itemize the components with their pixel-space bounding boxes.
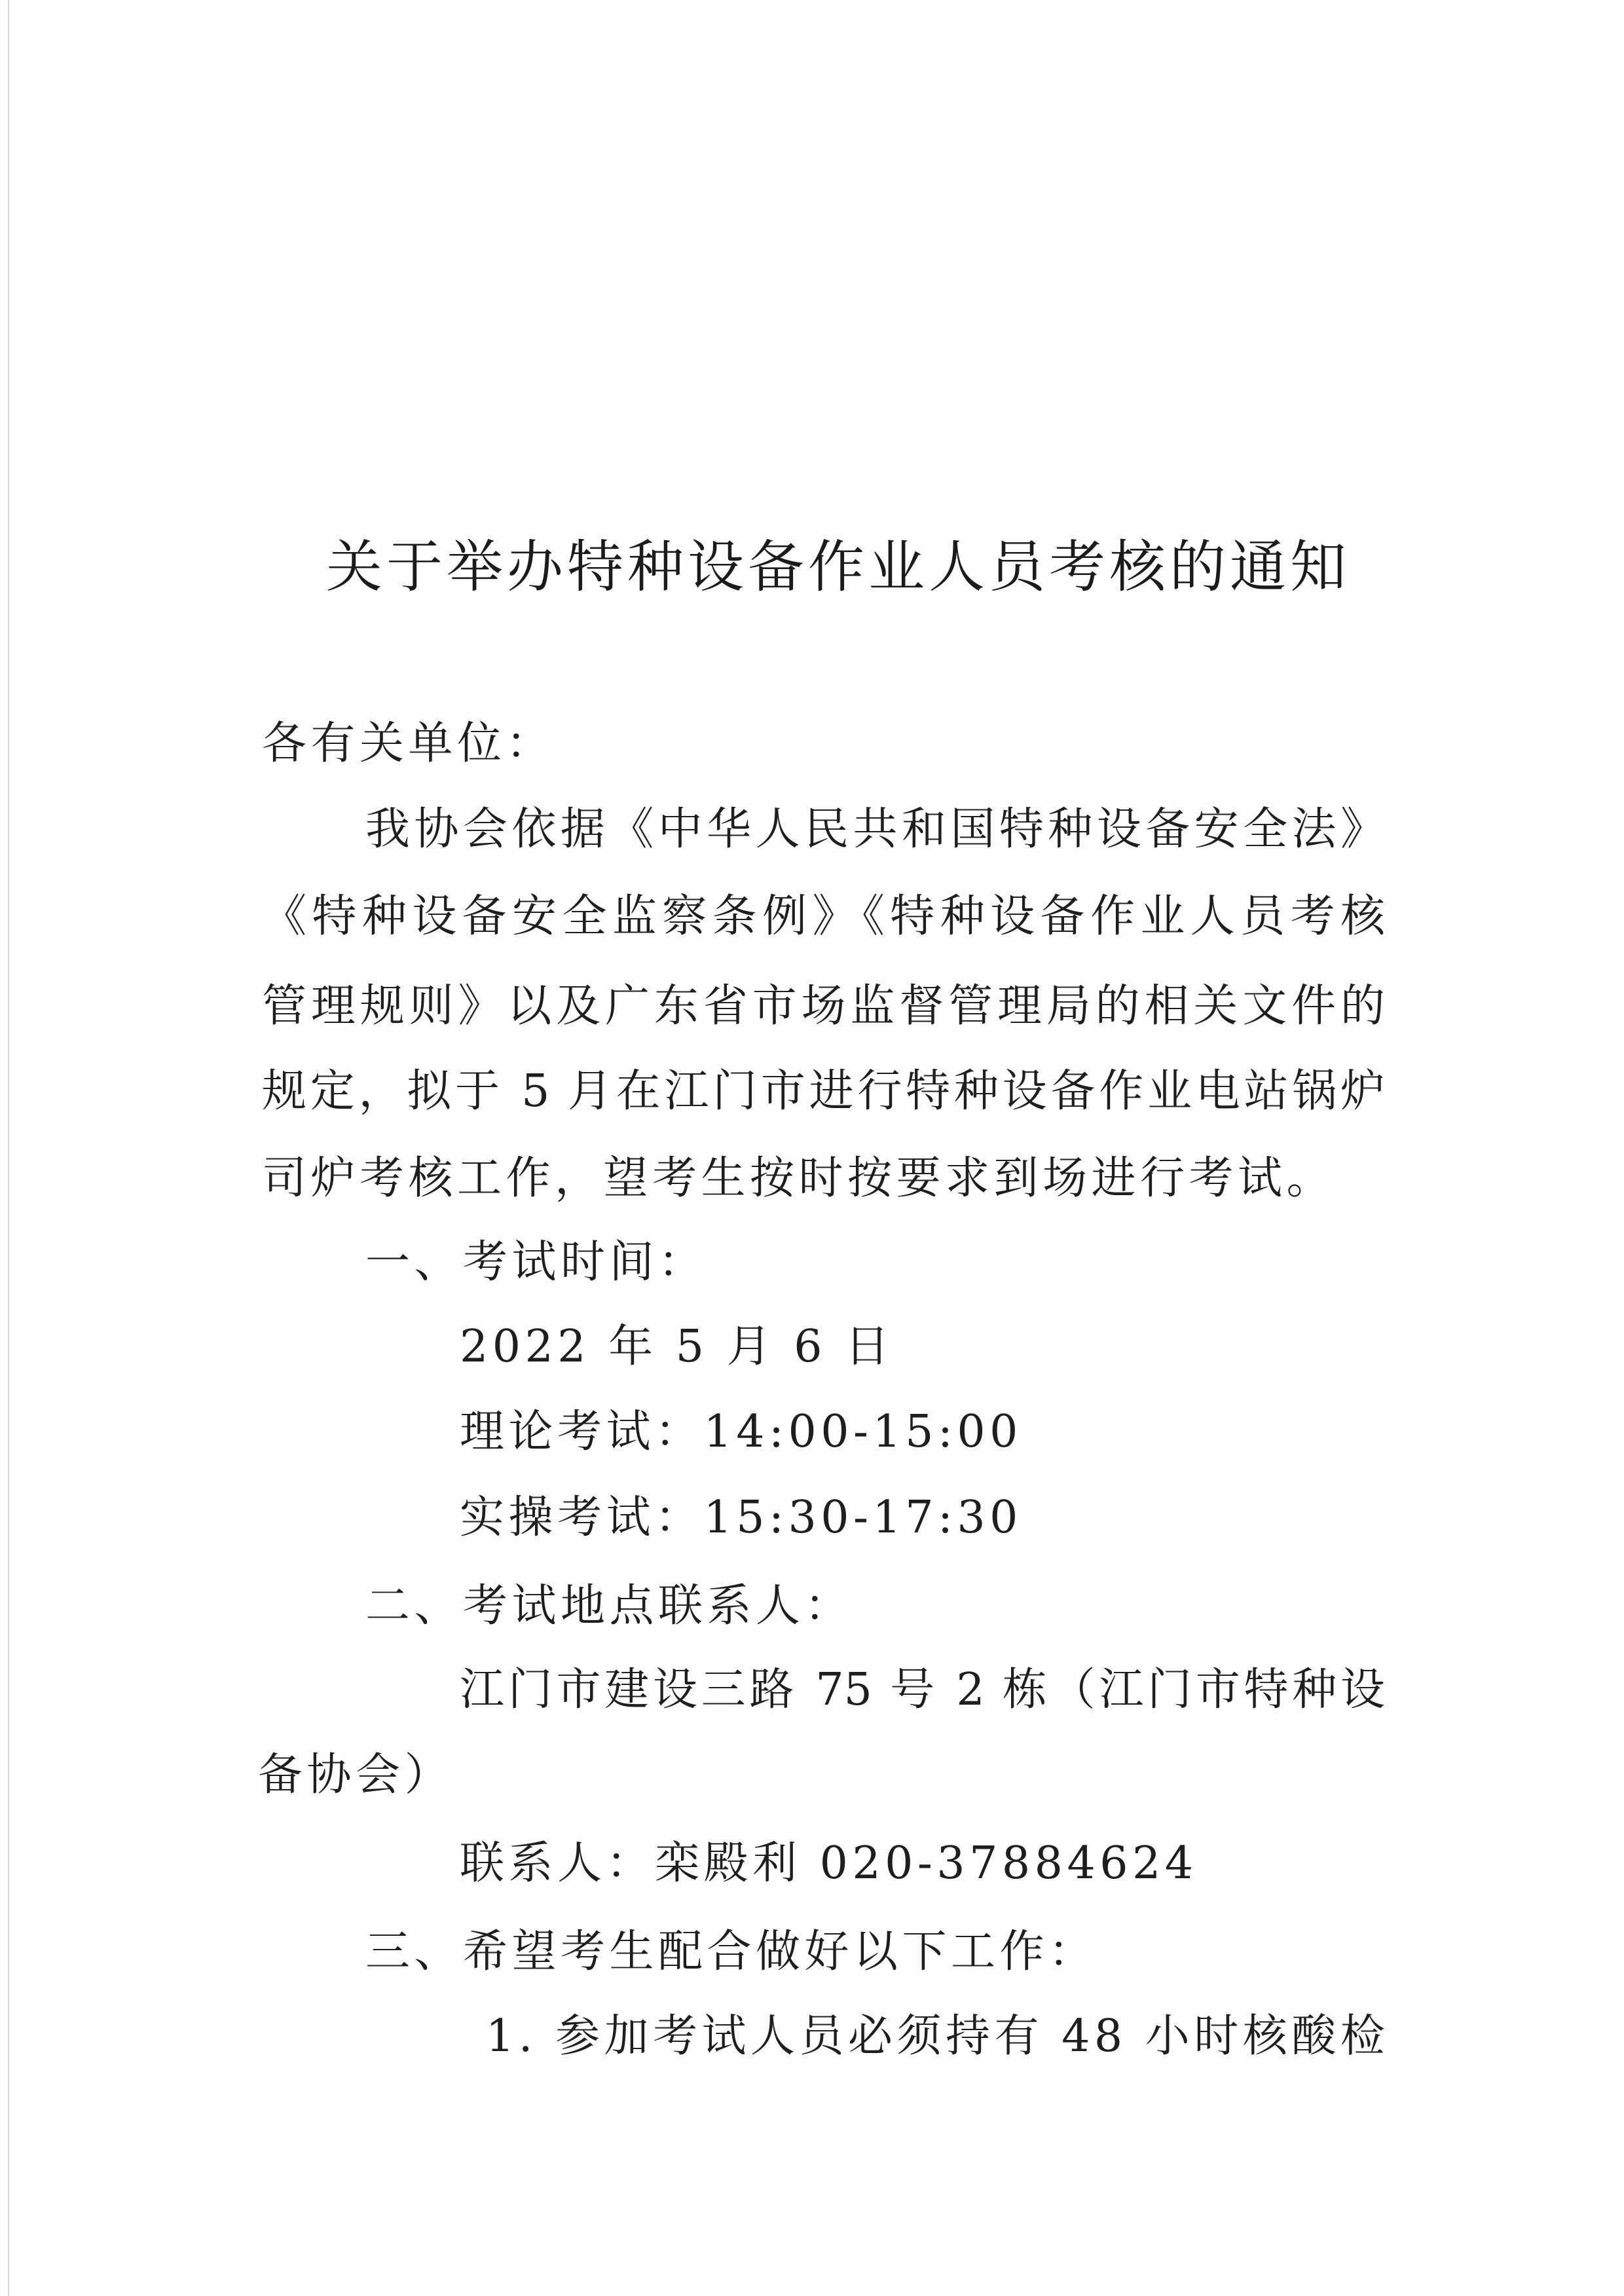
intro-line-3: 管理规则》以及广东省市场监督管理局的相关文件的	[262, 980, 1385, 1032]
intro-line-1: 我协会依据《中华人民共和国特种设备安全法》	[365, 804, 1385, 855]
exam-address-line-1: 江门市建设三路 75 号 2 栋（江门市特种设	[460, 1664, 1385, 1716]
exam-address-line-2: 备协会）	[258, 1749, 454, 1801]
intro-line-2: 《特种设备安全监察条例》《特种设备作业人员考核	[262, 891, 1385, 942]
contact-person: 联系人：栾殿利 020-37884624	[460, 1838, 1198, 1889]
document-title: 关于举办特种设备作业人员考核的通知	[326, 534, 1350, 600]
section-3-heading: 三、希望考生配合做好以下工作：	[365, 1926, 1098, 1978]
exam-date: 2022 年 5 月 6 日	[460, 1321, 894, 1373]
section-1-heading: 一、考试时间：	[365, 1236, 707, 1288]
salutation: 各有关单位：	[262, 718, 555, 769]
intro-line-5: 司炉考核工作，望考生按时按要求到场进行考试。	[262, 1153, 1336, 1204]
requirement-item-1: 1. 参加考试人员必须持有 48 小时核酸检	[486, 2010, 1390, 2062]
intro-line-4: 规定，拟于 5 月在江门市进行特种设备作业电站锅炉	[262, 1065, 1385, 1117]
theory-exam-time: 理论考试：14:00-15:00	[460, 1406, 1022, 1458]
section-2-heading: 二、考试地点联系人：	[365, 1580, 854, 1632]
practical-exam-time: 实操考试：15:30-17:30	[460, 1492, 1022, 1544]
scan-edge-line	[8, 0, 9, 2296]
